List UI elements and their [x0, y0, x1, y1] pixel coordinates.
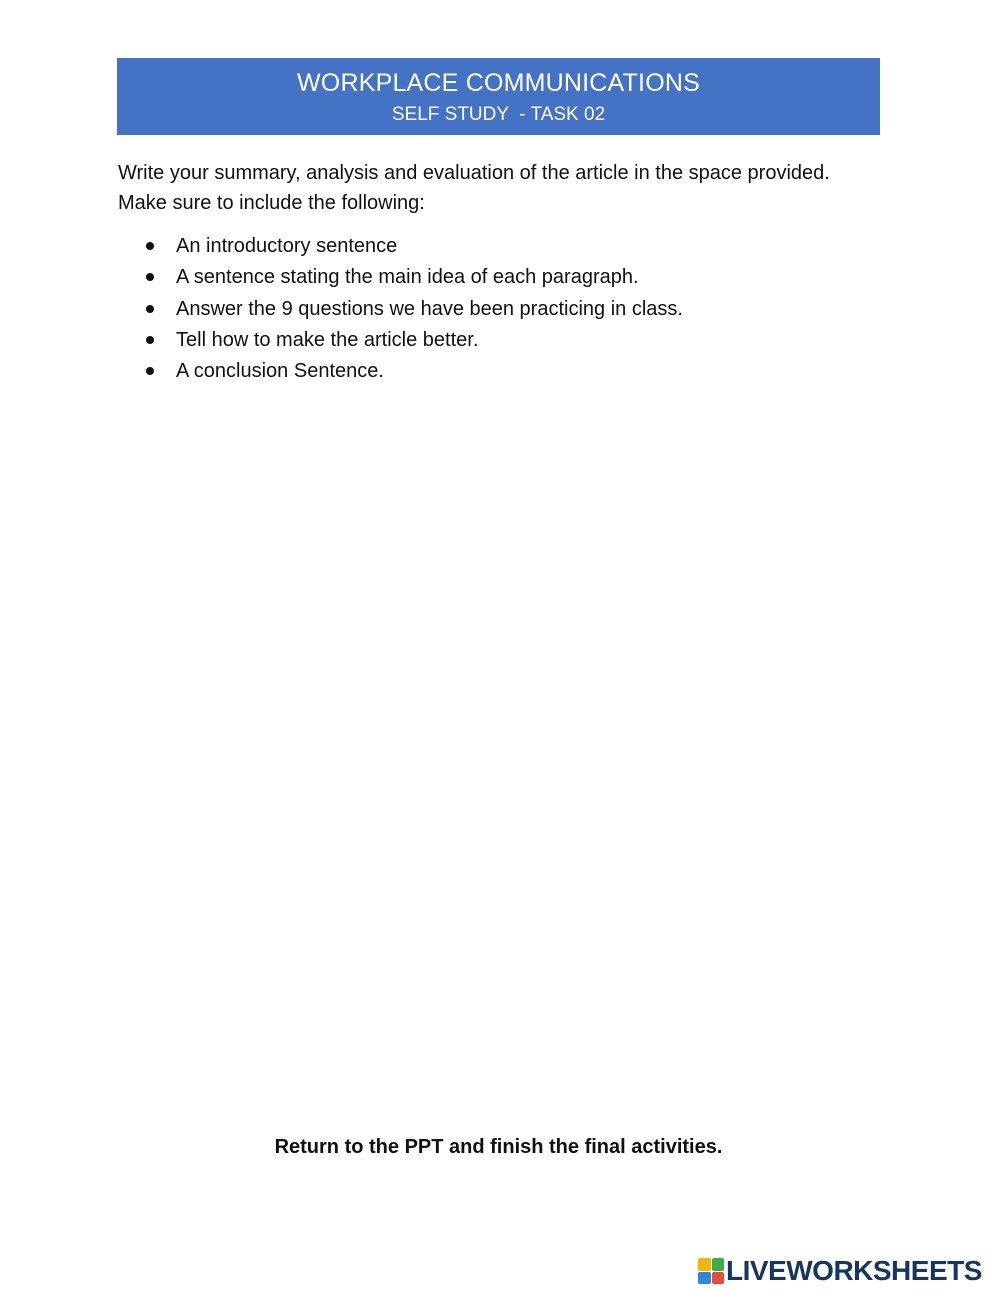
footer-instruction: Return to the PPT and finish the final activities. — [274, 1136, 723, 1158]
bullet-icon — [146, 305, 154, 313]
bullet-icon — [146, 273, 154, 281]
list-item-text: A sentence stating the main idea of each paragraph. — [176, 266, 639, 289]
list-item — [118, 262, 683, 293]
list-item-text: Answer the 9 questions we have been practicing in class. — [176, 297, 683, 320]
bullet-icon — [146, 336, 154, 344]
list-item-text: Tell how to make the article better. — [176, 328, 479, 351]
instructions-line-2: Make sure to include the following: — [118, 192, 425, 214]
list-item-text: An introductory sentence — [176, 235, 398, 257]
liveworksheets-brand[interactable] — [698, 1256, 982, 1286]
list-item — [118, 294, 683, 325]
brand-name: LIVEWORKSHEETS — [726, 1255, 982, 1286]
list-item — [118, 231, 683, 262]
logo-cell-l — [698, 1258, 711, 1271]
header-banner — [117, 58, 880, 135]
bullet-icon — [146, 367, 154, 375]
document-subtitle: SELF STUDY - TASK 02 — [391, 104, 606, 125]
logo-cell-e — [712, 1272, 725, 1285]
instructions-line-1: Write your summary, analysis and evaluation of the article in the space provided. — [118, 162, 830, 184]
logo-cell-i — [712, 1258, 725, 1271]
bullet-icon — [146, 242, 154, 250]
list-item — [118, 356, 683, 387]
list-item-text: A conclusion Sentence. — [176, 360, 384, 383]
requirements-list — [118, 231, 683, 387]
instructions-paragraph — [118, 158, 898, 218]
liveworksheets-logo-icon — [698, 1258, 724, 1284]
list-item — [118, 325, 683, 356]
document-title: WORKPLACE COMMUNICATIONS — [297, 69, 700, 97]
logo-cell-v — [698, 1272, 711, 1285]
